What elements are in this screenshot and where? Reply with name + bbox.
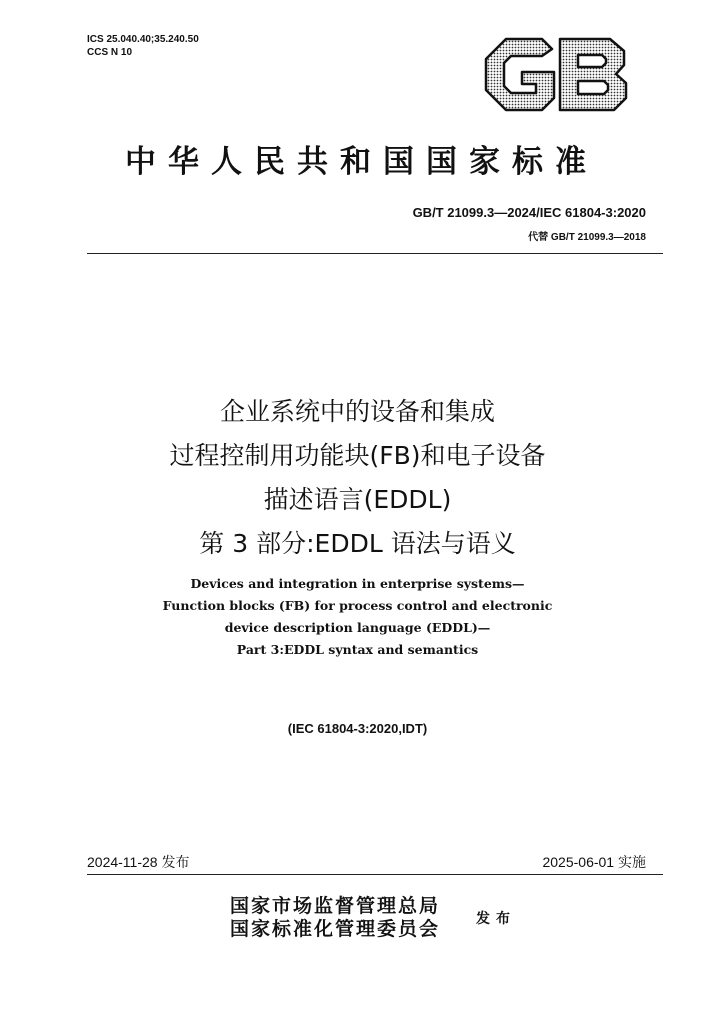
issue-date: 2024-11-28 发布 [87,854,190,870]
adoption-note: (IEC 61804-3:2020,IDT) [287,721,428,736]
english-title-line: device description language (EDDL)— [224,620,491,635]
replaces-standard: 代替 GB/T 21099.3—2018 [528,232,646,243]
issuer: 国家标准化管理委员会 [230,918,441,940]
footer-divider [87,874,663,875]
ics-code: ICS 25.040.40;35.240.50 [87,34,199,45]
english-title [0,573,715,661]
english-title-line: Function blocks (FB) for process control and electronic [162,598,553,613]
chinese-title-line: 第 3 部分:EDDL 语法与语义 [199,529,516,558]
standard-type-title: 中华人民共和国国家标准 [125,144,598,180]
issuing-authorities [230,895,440,941]
english-title-line: Devices and integration in enterprise systems— [190,576,525,591]
gb-logo [484,37,630,112]
chinese-title-line: 企业系统中的设备和集成 [219,397,495,426]
chinese-title [0,390,715,566]
chinese-title-line: 描述语言(EDDL) [263,485,452,514]
english-title-line: Part 3:EDDL syntax and semantics [236,642,479,657]
issue-label: 发布 [476,911,516,927]
chinese-title-line: 过程控制用功能块(FB)和电子设备 [169,441,546,470]
header-divider [87,253,663,254]
classification-codes [87,33,199,59]
standard-number: GB/T 21099.3—2024/IEC 61804-3:2020 [412,205,646,220]
implement-date: 2025-06-01 实施 [542,854,646,870]
ccs-code: CCS N 10 [87,47,133,58]
issuer: 国家市场监督管理总局 [230,895,441,917]
